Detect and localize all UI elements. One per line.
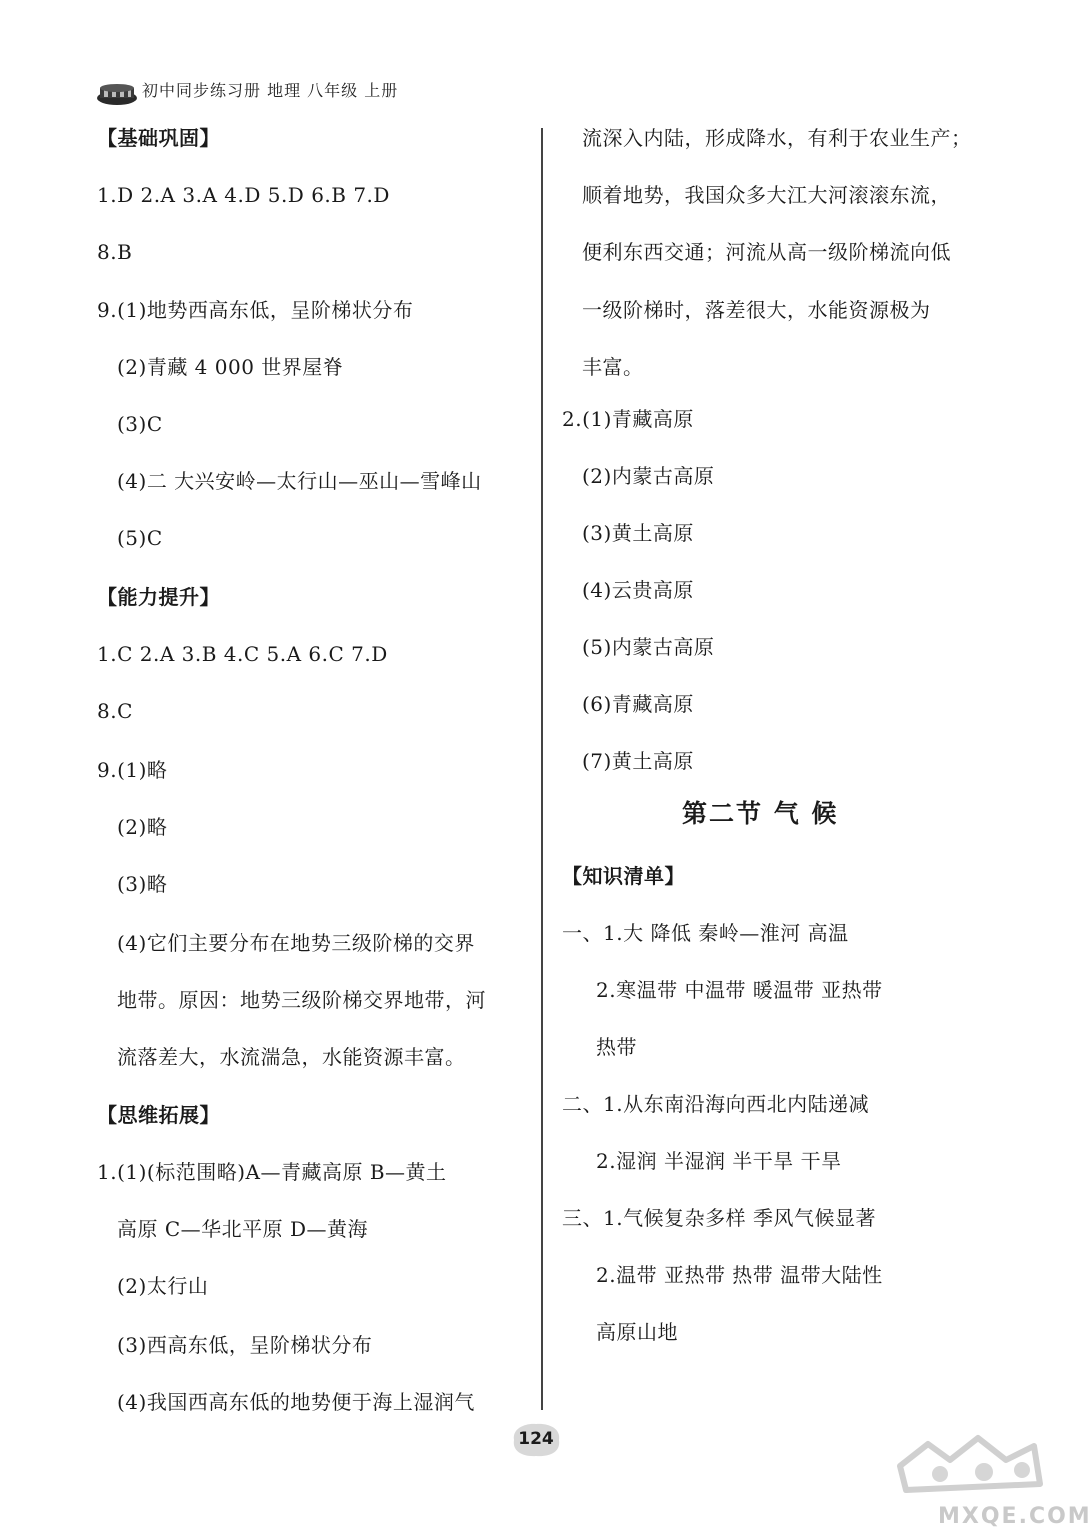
answer-line: 高原 C—华北平原 D—黄海: [117, 1217, 369, 1241]
answer-line: (2)略: [117, 815, 168, 839]
section-title: 第二节 气 候: [682, 799, 839, 828]
answer-line: (3)C: [117, 412, 163, 436]
answer-line: (3)略: [117, 872, 168, 896]
answer-line: 二、1.从东南沿海向西北内陆递减: [562, 1092, 870, 1116]
section-heading: 【思维拓展】: [97, 1103, 220, 1127]
answer-line: 1.(1)(标范围略)A—青藏高原 B—黄土: [97, 1160, 447, 1184]
answer-line: 流深入内陆，形成降水，有利于农业生产；: [582, 126, 972, 150]
answer-line: 三、1.气候复杂多样 季风气候显著: [562, 1206, 876, 1230]
answer-line: (6)青藏高原: [582, 692, 694, 716]
header-logo-icon: [96, 76, 138, 106]
answer-line: (4)云贵高原: [582, 578, 694, 602]
answer-line: 1.C 2.A 3.B 4.C 5.A 6.C 7.D: [97, 642, 388, 666]
answer-line: 2.温带 亚热带 热带 温带大陆性: [596, 1263, 883, 1287]
section-heading: 【知识清单】: [562, 864, 685, 888]
section-heading: 【基础巩固】: [97, 126, 220, 150]
answer-line: 9.(1)略: [97, 758, 168, 782]
answer-line: 丰富。: [582, 355, 644, 379]
answer-line: 流落差大，水流湍急，水能资源丰富。: [117, 1045, 466, 1069]
answer-line: (3)西高东低，呈阶梯状分布: [117, 1333, 373, 1357]
section-heading: 【能力提升】: [97, 585, 220, 609]
answer-line: 1.D 2.A 3.A 4.D 5.D 6.B 7.D: [97, 183, 390, 207]
answer-line: (4)它们主要分布在地势三级阶梯的交界: [117, 931, 475, 955]
answer-line: (2)内蒙古高原: [582, 464, 715, 488]
answer-line: 地带。原因：地势三级阶梯交界地带，河: [117, 988, 486, 1012]
answer-line: 2.湿润 半湿润 半干旱 干旱: [596, 1149, 842, 1173]
page-header: [96, 74, 616, 110]
answer-line: 8.B: [97, 240, 133, 264]
answer-line: 一级阶梯时，落差很大，水能资源极为: [582, 298, 931, 322]
answer-line: 热带: [596, 1035, 637, 1059]
answer-line: (5)C: [117, 526, 163, 550]
answer-line: (7)黄土高原: [582, 749, 694, 773]
answer-line: (4)二 大兴安岭—太行山—巫山—雪峰山: [117, 469, 482, 493]
watermark-logo-icon: [880, 1426, 1056, 1506]
page-number: 124: [518, 1429, 554, 1449]
page-number-badge: [508, 1420, 564, 1460]
answer-line: 9.(1)地势西高东低，呈阶梯状分布: [97, 298, 414, 322]
answer-line: 一、1.大 降低 秦岭—淮河 高温: [562, 921, 849, 945]
answer-line: 顺着地势，我国众多大江大河滚滚东流，: [582, 183, 951, 207]
answer-line: (5)内蒙古高原: [582, 635, 715, 659]
column-divider: [541, 128, 543, 1410]
answer-line: (4)我国西高东低的地势便于海上湿润气: [117, 1390, 475, 1414]
answer-line: 8.C: [97, 699, 133, 723]
answer-line: (2)青藏 4 000 世界屋脊: [117, 355, 344, 379]
header-title: 初中同步练习册 地理 八年级 上册: [142, 81, 399, 100]
answer-line: 高原山地: [596, 1320, 678, 1344]
watermark-text: MXQE.COM: [938, 1504, 1092, 1529]
answer-line: (2)太行山: [117, 1274, 209, 1298]
answer-line: 2.寒温带 中温带 暖温带 亚热带: [596, 978, 883, 1002]
answer-line: 便利东西交通；河流从高一级阶梯流向低: [582, 240, 951, 264]
answer-line: 2.(1)青藏高原: [562, 407, 694, 431]
answer-line: (3)黄土高原: [582, 521, 694, 545]
watermark: [880, 1426, 1092, 1534]
